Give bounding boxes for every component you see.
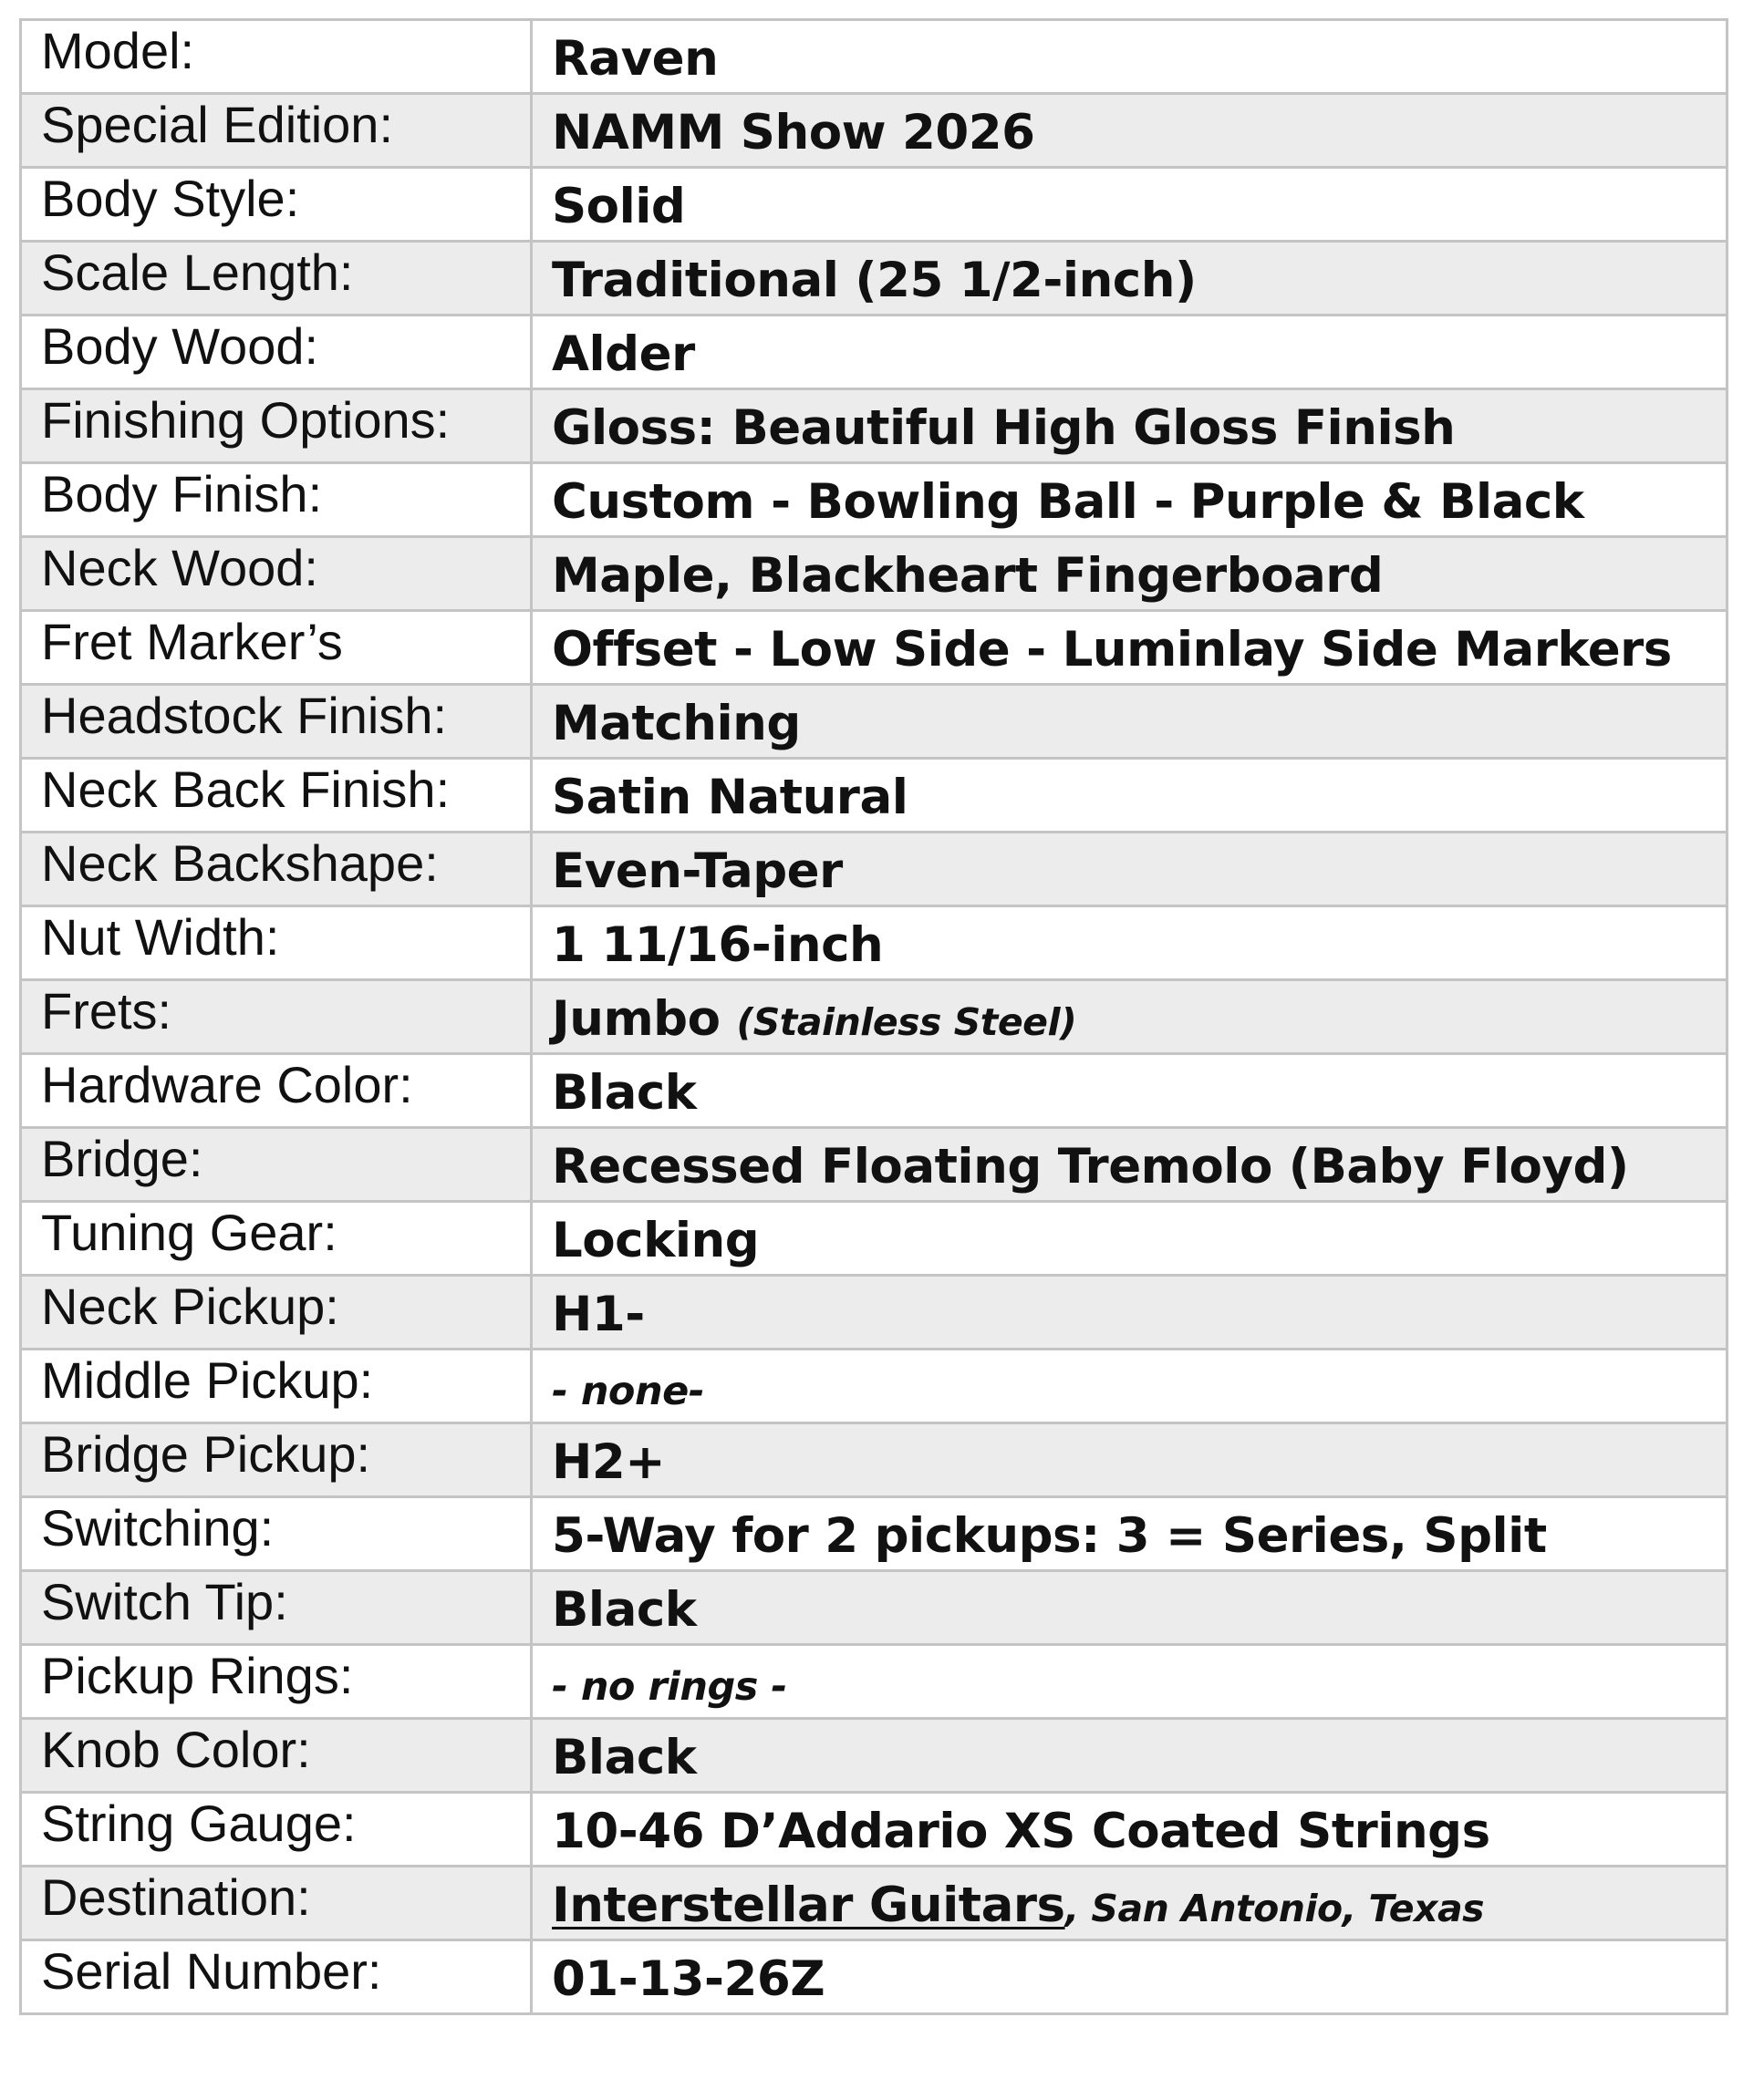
spec-label: Neck Back Finish: — [21, 759, 532, 833]
spec-label: Body Style: — [21, 168, 532, 242]
spec-value: Custom - Bowling Ball - Purple & Black — [532, 463, 1727, 537]
spec-sheet-table — [19, 18, 1728, 2015]
spec-value: Black — [532, 1054, 1727, 1128]
spec-label: Body Wood: — [21, 316, 532, 389]
spec-label: Fret Marker’s — [21, 611, 532, 685]
spec-label: Middle Pickup: — [21, 1350, 532, 1423]
spec-label: Destination: — [21, 1867, 532, 1940]
spec-value: 1 11/16-inch — [532, 906, 1727, 980]
spec-value: Recessed Floating Tremolo (Baby Floyd) — [532, 1128, 1727, 1202]
spec-label: Frets: — [21, 980, 532, 1054]
spec-label: Scale Length: — [21, 242, 532, 316]
spec-row-string-gauge — [21, 1793, 1727, 1867]
spec-value: Alder — [532, 316, 1727, 389]
spec-row-middle-pickup — [21, 1350, 1727, 1423]
spec-row-body-finish — [21, 463, 1727, 537]
spec-value-note: (Stainless Steel) — [736, 999, 1077, 1044]
spec-label: Special Edition: — [21, 94, 532, 168]
spec-row-finishing-options — [21, 389, 1727, 463]
spec-label: Body Finish: — [21, 463, 532, 537]
spec-label: String Gauge: — [21, 1793, 532, 1867]
spec-value: Locking — [532, 1202, 1727, 1276]
spec-label: Pickup Rings: — [21, 1645, 532, 1719]
spec-value: Black — [532, 1571, 1727, 1645]
spec-row-knob-color — [21, 1719, 1727, 1793]
spec-label: Nut Width: — [21, 906, 532, 980]
spec-value: 01-13-26Z — [532, 1940, 1727, 2014]
spec-label: Model: — [21, 20, 532, 94]
spec-label: Knob Color: — [21, 1719, 532, 1793]
spec-row-tuning-gear — [21, 1202, 1727, 1276]
spec-value: NAMM Show 2026 — [532, 94, 1727, 168]
spec-row-hardware-color — [21, 1054, 1727, 1128]
spec-label: Bridge Pickup: — [21, 1423, 532, 1497]
spec-row-frets — [21, 980, 1727, 1054]
spec-value: Solid — [532, 168, 1727, 242]
spec-row-bridge-pickup — [21, 1423, 1727, 1497]
spec-value: H1- — [532, 1276, 1727, 1350]
spec-label: Bridge: — [21, 1128, 532, 1202]
spec-label: Tuning Gear: — [21, 1202, 532, 1276]
spec-row-scale-length — [21, 242, 1727, 316]
spec-label: Switching: — [21, 1497, 532, 1571]
spec-row-neck-wood — [21, 537, 1727, 611]
spec-row-destination — [21, 1867, 1727, 1940]
spec-value: Black — [532, 1719, 1727, 1793]
spec-row-model — [21, 20, 1727, 94]
spec-value: Traditional (25 1/2-inch) — [532, 242, 1727, 316]
spec-row-switch-tip — [21, 1571, 1727, 1645]
spec-row-nut-width — [21, 906, 1727, 980]
spec-value: Maple, Blackheart Fingerboard — [532, 537, 1727, 611]
spec-row-serial-number — [21, 1940, 1727, 2014]
spec-row-body-style — [21, 168, 1727, 242]
spec-label: Neck Pickup: — [21, 1276, 532, 1350]
spec-row-pickup-rings — [21, 1645, 1727, 1719]
spec-value: - none- — [532, 1350, 1727, 1423]
spec-row-body-wood — [21, 316, 1727, 389]
spec-label: Serial Number: — [21, 1940, 532, 2014]
spec-value-note: , San Antonio, Texas — [1064, 1886, 1485, 1930]
spec-label: Finishing Options: — [21, 389, 532, 463]
spec-value: Jumbo (Stainless Steel) — [532, 980, 1727, 1054]
spec-row-fret-markers — [21, 611, 1727, 685]
spec-label: Neck Wood: — [21, 537, 532, 611]
spec-value: Matching — [532, 685, 1727, 759]
spec-row-neck-back-finish — [21, 759, 1727, 833]
destination-link[interactable]: Interstellar Guitars — [552, 1877, 1065, 1933]
spec-value: - no rings - — [532, 1645, 1727, 1719]
spec-value — [532, 1867, 1727, 1940]
spec-row-bridge — [21, 1128, 1727, 1202]
spec-value: Gloss: Beautiful High Gloss Finish — [532, 389, 1727, 463]
spec-row-neck-pickup — [21, 1276, 1727, 1350]
spec-value: H2+ — [532, 1423, 1727, 1497]
spec-row-special-edition — [21, 94, 1727, 168]
spec-label: Switch Tip: — [21, 1571, 532, 1645]
spec-label: Headstock Finish: — [21, 685, 532, 759]
spec-row-neck-backshape — [21, 833, 1727, 906]
spec-value: 5-Way for 2 pickups: 3 = Series, Split — [532, 1497, 1727, 1571]
spec-value: Raven — [532, 20, 1727, 94]
spec-label: Neck Backshape: — [21, 833, 532, 906]
spec-row-switching — [21, 1497, 1727, 1571]
spec-value: 10-46 D’Addario XS Coated Strings — [532, 1793, 1727, 1867]
spec-value: Offset - Low Side - Luminlay Side Markers — [532, 611, 1727, 685]
spec-row-headstock-finish — [21, 685, 1727, 759]
spec-value: Even-Taper — [532, 833, 1727, 906]
spec-label: Hardware Color: — [21, 1054, 532, 1128]
spec-value: Satin Natural — [532, 759, 1727, 833]
